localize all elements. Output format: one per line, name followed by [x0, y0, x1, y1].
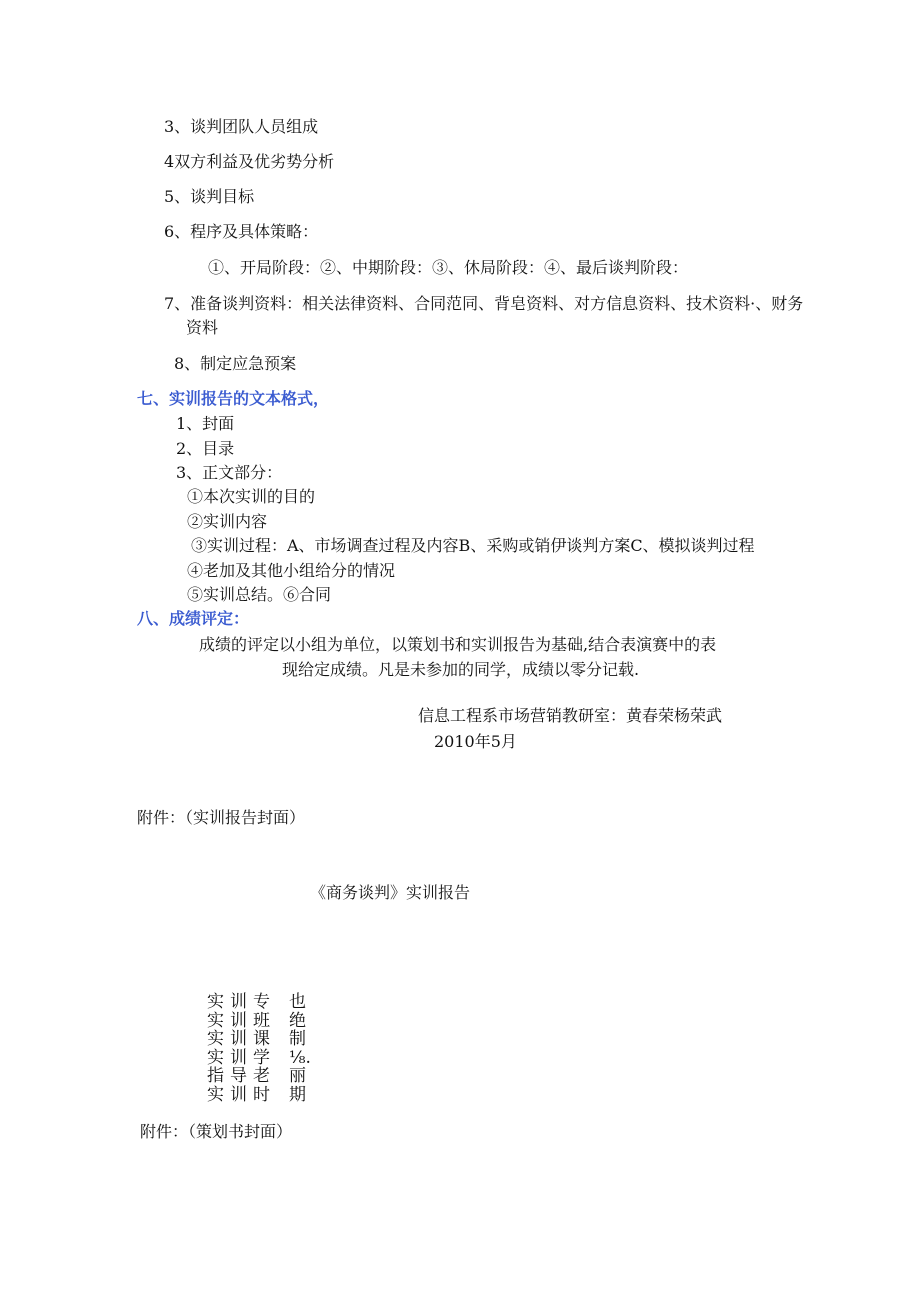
section-7-heading: 七、实训报告的文本格式， [137, 389, 330, 408]
cover-field-label: 实训专 [207, 992, 276, 1012]
cover-field-label: 指导老 [207, 1066, 276, 1086]
item-7: 7、准备谈判资料：相关法律资料、合同范同、背皂资料、对方信息资料、技术资料·、财务 [164, 294, 804, 313]
section-7-subitem: ②实训内容 [187, 512, 268, 531]
item-5: 5、谈判目标 [164, 187, 255, 206]
signature-org: 信息工程系市场营销教研室：黄春荣杨荣武 [418, 706, 723, 725]
cover-field-tail: 期 [289, 1084, 306, 1105]
item-3: 3、谈判团队人员组成 [164, 117, 319, 136]
item-4: 4双方利益及优劣势分析 [164, 152, 335, 171]
cover-field-tail: 制 [289, 1029, 306, 1049]
cover-field-label: 实训课 [207, 1029, 276, 1049]
item-6-stages: ①、开局阶段：②、中期阶段：③、休局阶段：④、最后谈判阶段： [208, 258, 689, 277]
cover-field-row [207, 1086, 311, 1105]
section-8-heading: 八、成绩评定： [137, 609, 250, 628]
cover-field-row [207, 1067, 311, 1086]
cover-field-tail: ⅛. [289, 1047, 311, 1068]
cover-field-row [207, 1030, 311, 1049]
report-cover-fields [207, 993, 311, 1104]
section-7-subitem: ①本次实训的目的 [187, 487, 316, 506]
cover-field-label: 实训学 [207, 1047, 276, 1068]
section-7-item: 3、正文部分： [176, 463, 283, 482]
section-7-item: 2、目录 [176, 439, 235, 458]
section-8-para-line-1: 成绩的评定以小组为单位，以策划书和实训报告为基础,结合表演赛中的表 [199, 635, 717, 654]
cover-field-label: 实训时 [207, 1084, 276, 1105]
cover-field-row [207, 1012, 311, 1031]
attachment-plan-cover-label: 附件：（策划书封面） [140, 1122, 293, 1141]
section-7-item: 1、封面 [176, 414, 235, 433]
attachment-report-cover-label: 附件：（实训报告封面） [137, 808, 306, 827]
report-cover-title: 《商务谈判》实训报告 [310, 883, 471, 902]
cover-field-row [207, 1049, 311, 1068]
section-7-subitem: ③实训过程：A、市场调查过程及内容B、采购或销伊谈判方案C、模拟谈判过程 [191, 536, 755, 555]
section-7-subitem: ⑤实训总结。⑥合同 [187, 585, 332, 604]
cover-field-row [207, 993, 311, 1012]
section-8-para-line-2: 现给定成绩。凡是未参加的同学，成绩以零分记载. [282, 660, 640, 679]
item-8: 8、制定应急预案 [174, 354, 297, 373]
section-7-subitem: ④老加及其他小组给分的情况 [187, 561, 396, 580]
cover-field-tail: 也 [289, 992, 306, 1012]
cover-field-label: 实训班 [207, 1010, 276, 1031]
item-7-cont: 资料 [186, 318, 219, 337]
item-6: 6、程序及具体策略： [164, 222, 319, 241]
cover-field-tail: 绝 [289, 1010, 306, 1031]
cover-field-tail: 丽 [289, 1066, 306, 1086]
signature-date: 2010年5月 [434, 732, 517, 751]
